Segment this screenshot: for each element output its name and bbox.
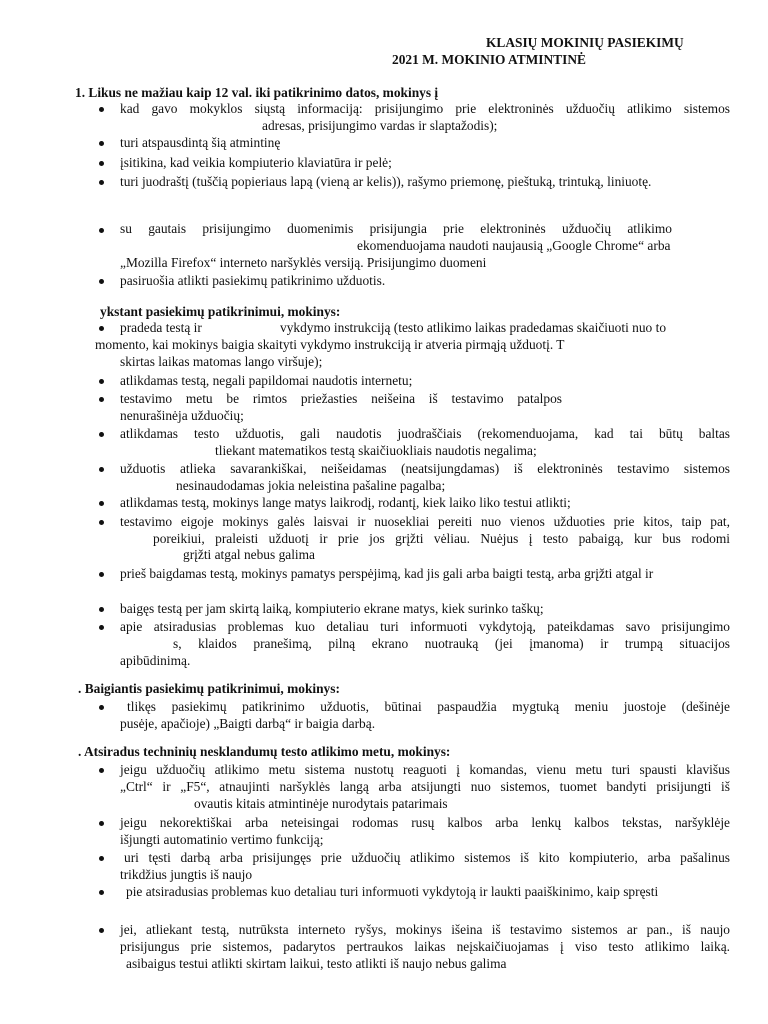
list-item-continuation: „Ctrl“ ir „F5“, atnaujinti naršyklės langą arba atsijungti nuo sistemos, tuomet bandyti prisijungti iš: [120, 779, 730, 794]
list-item: turi atspausdintą šią atmintinę: [120, 135, 281, 150]
list-item: atlikdamas testo užduotis, gali naudotis juodraščiais (rekomenduojama, kad tai būtų baltas: [120, 426, 730, 441]
list-item-continuation: „Mozilla Firefox“ interneto naršyklės versiją. Prisijungimo duomeni: [120, 255, 487, 270]
list-item: turi juodraštį (tuščią popieriaus lapą (vieną ar kelis)), rašymo priemonę, pieštuką, trintuką, liniuotę.: [120, 174, 652, 189]
bullet: [99, 180, 104, 185]
bullet: [99, 432, 104, 437]
list-item-continuation: momento, kai mokinys baigia skaityti vykdymo instrukciją ir atveria pirmąją užduotį. T: [95, 337, 565, 352]
list-item-continuation: adresas, prisijungimo vardas ir slaptažodis);: [262, 118, 498, 133]
list-item-continuation: asibaigus testui atlikti skirtam laikui, testo atlikti iš naujo nebus galima: [126, 956, 507, 971]
list-item: su gautais prisijungimo duomenimis prisijungia prie elektroninės užduočių atlikimo: [120, 221, 672, 236]
list-item-continuation: nenurašinėja užduočių;: [120, 408, 244, 423]
bullet: [99, 856, 104, 861]
list-item: tlikęs pasiekimų patikrinimo užduotis, būtinai paspaudžia mygtuką meniu juostoje (dešinėje: [127, 699, 730, 714]
bullet: [99, 520, 104, 525]
section-1-heading: 1. Likus ne mažiau kaip 12 val. iki patikrinimo datos, mokinys į: [75, 85, 439, 100]
list-item-continuation: ekomenduojama naudoti naujausią „Google Chrome“ arba: [357, 238, 671, 253]
bullet: [99, 625, 104, 630]
bullet: [99, 705, 104, 710]
list-item: baigęs testą per jam skirtą laiką, kompiuterio ekrane matys, kiek surinko taškų;: [120, 601, 544, 616]
bullet: [99, 501, 104, 506]
list-item: užduotis atlieka savarankiškai, neišeidamas (neatsijungdamas) iš elektroninės testavimo sistemos: [120, 461, 730, 476]
document-title-line1: KLASIŲ MOKINIŲ PASIEKIMŲ: [486, 35, 684, 50]
list-item: įsitikina, kad veikia kompiuterio klaviatūra ir pelė;: [120, 155, 392, 170]
list-item: atlikdamas testą, negali papildomai naudotis internetu;: [120, 373, 413, 388]
document-title-line2: 2021 M. MOKINIO ATMINTINĖ: [392, 52, 586, 67]
section-4-heading: . Atsiradus techninių nesklandumų testo atlikimo metu, mokinys:: [78, 744, 451, 759]
list-item: atlikdamas testą, mokinys lange matys laikrodį, rodantį, kiek laiko liko testui atlikti;: [120, 495, 571, 510]
section-2-heading: ykstant pasiekimų patikrinimui, mokinys:: [100, 304, 341, 319]
list-item-continuation: tliekant matematikos testą skaičiuokliais naudotis negalima;: [215, 443, 537, 458]
bullet: [99, 228, 104, 233]
bullet: [99, 379, 104, 384]
list-item: apie atsiradusias problemas kuo detaliau turi informuoti vykdytoją, pateikdamas savo prisijungimo: [120, 619, 730, 634]
list-item-continuation: s, klaidos pranešimą, pilną ekrano nuotrauką (jei įmanoma) ir trumpą situacijos: [173, 636, 730, 651]
list-item-continuation: poreikiui, praleisti užduotį ir prie jos grįžti vėliau. Nuėjus į testo pabaigą, kur bus rodomi: [153, 531, 730, 546]
list-item-continuation: skirtas laikas matomas lango viršuje);: [120, 354, 323, 369]
list-item: testavimo metu be rimtos priežasties neišeina iš testavimo patalpos: [120, 391, 562, 406]
list-item: pie atsiradusias problemas kuo detaliau turi informuoti vykdytoją ir laukti paaiškinimo, kaip spręsti: [126, 884, 659, 899]
bullet: [99, 279, 104, 284]
list-item: pasiruošia atlikti pasiekimų patikrinimo užduotis.: [120, 273, 386, 288]
list-item: pradeda testą ir: [120, 320, 202, 335]
bullet: [99, 107, 104, 112]
list-item: uri tęsti darbą arba prisijungęs prie užduočių atlikimo sistemos iš kito kompiuterio, arba pašalinus: [124, 850, 730, 865]
list-item-continuation: apibūdinimą.: [120, 653, 191, 668]
bullet: [99, 572, 104, 577]
bullet: [99, 768, 104, 773]
list-item: prieš baigdamas testą, mokinys pamatys perspėjimą, kad jis gali arba baigti testą, arba grįžti atgal ir: [120, 566, 654, 581]
bullet: [99, 326, 104, 331]
list-item: jeigu nekorektiškai arba neteisingai rodomas rusų kalbos arba lenkų kalbos tekstas, naršyklėje: [120, 815, 730, 830]
list-item: jei, atliekant testą, nutrūksta interneto ryšys, mokinys išeina iš testavimo sistemos ar pan., iš naujo: [120, 922, 730, 937]
bullet: [99, 607, 104, 612]
list-item: jeigu užduočių atlikimo metu sistema nustotų reaguoti į komandas, vienu metu turi spausti klavišus: [120, 762, 730, 777]
list-item-continuation: ovautis kitais atmintinėje nurodytais patarimais: [194, 796, 448, 811]
list-item-continuation: nesinaudodamas jokia neleistina pašaline pagalba;: [176, 478, 446, 493]
list-item-continuation: pusėje, apačioje) „Baigti darbą“ ir baigia darbą.: [120, 716, 376, 731]
bullet: [99, 161, 104, 166]
list-item: vykdymo instrukciją (testo atlikimo laikas pradedamas skaičiuoti nuo to: [280, 320, 667, 335]
bullet: [99, 928, 104, 933]
section-3-heading: . Baigiantis pasiekimų patikrinimui, mokinys:: [78, 681, 340, 696]
bullet: [99, 397, 104, 402]
list-item-continuation: išjungti automatinio vertimo funkciją;: [120, 832, 324, 847]
bullet: [99, 890, 104, 895]
list-item-continuation: trikdžius jungtis iš naujo: [120, 867, 253, 882]
list-item: testavimo eigoje mokinys galės laisvai ir nuosekliai pereiti nuo vienos užduoties prie kitos, taip pat,: [120, 514, 730, 529]
list-item: kad gavo mokyklos siųstą informaciją: prisijungimo prie elektroninės užduočių atlikimo sistemos: [120, 101, 730, 116]
bullet: [99, 467, 104, 472]
list-item-continuation: prisijungus prie sistemos, padarytos pertraukos laikas neįskaičiuojamas į viso testo atlikimo laiką.: [120, 939, 730, 954]
bullet: [99, 141, 104, 146]
bullet: [99, 821, 104, 826]
list-item-continuation: grįžti atgal nebus galima: [183, 547, 316, 562]
